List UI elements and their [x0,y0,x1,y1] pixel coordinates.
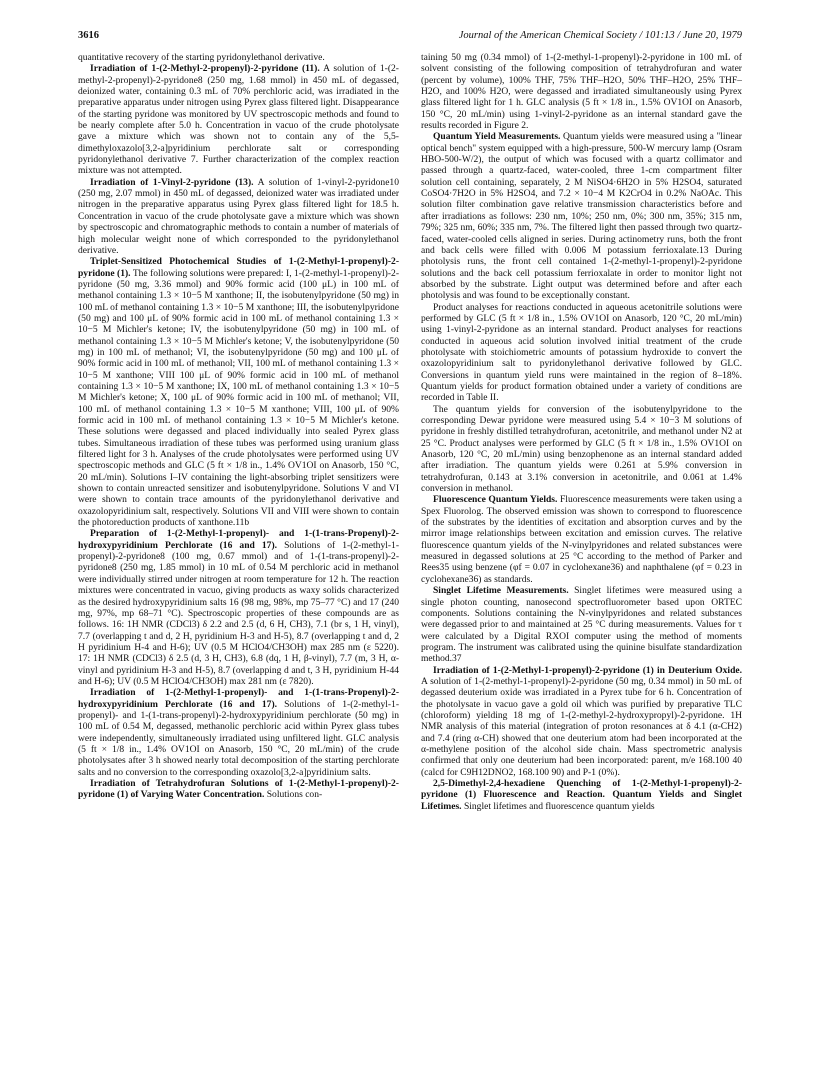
page-header [78,30,742,46]
section-heading: 2,5-Dimethyl-2,4-hexadiene Quenching of 1-(2-Methyl-1-propenyl)-2-pyridone (1) Fluorescence and Reaction. Quantum Yields and Singlet Lifetimes. [421,778,742,812]
right-column [421,52,742,1052]
section-heading: Fluorescence Quantum Yields. [433,494,558,506]
section-heading: Singlet Lifetime Measurements. [433,585,569,597]
page-number: 3616 [78,30,99,41]
section-heading: Quantum Yield Measurements. [433,131,561,143]
paragraph: quantitative recovery of the starting pyridonylethanol derivative. [78,52,325,63]
section-heading: Irradiation of 1-(2-Methyl-1-propenyl)- and 1-(1-trans-Propenyl)-2-hydroxypyridinium Perchlorate (16 and 17). [78,687,399,710]
paragraph: Irradiation of Tetrahydrofuran Solutions of 1-(2-Methyl-1-propenyl)-2-pyridone (1) of Varying Water Concentration. Solutions con- [78,778,399,801]
paragraph: Fluorescence Quantum Yields. Fluorescence measurements were taken using a Spex Fluorolog. The observed emission was shown to correspond to fluorescence of the substrates by the identities of excitation and absorption curves and by the mirror image relationships between excitation and emission curves. The relative fluorescence quantum yields of the N-vinylpyridones and related substances were measured in degassed solutions at 25 °C according to the method of Parker and Rees35 using benzene (φf = 0.07 in cyclohexane36) and naphthalene (φf = 0.23 in cyclohexane36) as standards. [421,494,742,585]
paragraph: Quantum Yield Measurements. Quantum yields were measured using a "linear optical bench" system equipped with a high-pressure, 500-W mercury lamp (Osram HBO-500-W/2), the output of which was focused with a quartz collimator and passed through a quartz-faced, water-cooled, three 1-cm compartment filter solution cell containing, separately, 2 M NiSO4·6H2O in 5% H2SO4, saturated CoSO4·7H2O in 5% H2SO4, and 7.2 × 10−4 M K2CrO4 in 0.2% NaOAc. This solution filter combination gave relative transmission characteristics before and after irradiations as follows: 230 nm, 10%; 250 nm, 0%; 300 nm, 35%; 315 nm, 79%; 325 nm, 60%; 335 nm, 7%. The filtered light then passed through two quartz-faced, water-cooled cells aligned in series. During actinometry runs, both the front and back cells were filled with 0.006 M potassium ferrioxalate.13 During photolysis runs, the front cell contained 1-(2-methyl-1-propenyl)-2-pyridone solutions and the back cell potassium ferrioxalate in order to monitor light not absorbed by the substrate. Light output was determined before and after each photolysis and was found to be exceptionally constant. [421,131,742,302]
left-column [78,52,399,1052]
paragraph: Preparation of 1-(2-Methyl-1-propenyl)- and 1-(1-trans-Propenyl)-2-hydroxypyridinium Perchlorate (16 and 17). Solutions of 1-(2-methyl-1-propenyl)-2-pyridone8 (100 mg, 0.67 mmol) and of 1-(1-trans-propenyl)-2-pyridone8 (250 mg, 1.85 mmol) in 10 mL of 0.54 M perchloric acid in methanol were individually stirred under nitrogen at room temperature for 12 h. The reaction mixtures were concentrated in vacuo, giving products as waxy solids characterized as the desired hydroxypyridinium salts 16 (98 mg, 98%, mp 75–77 °C) and 17 (240 mg, 97%, mp 68–71 °C). Spectroscopic properties of these compounds are as follows. 16: 1H NMR (CDCl3) δ 2.2 and 2.5 (d, 6 H, CH3), 7.1 (br s, 1 H, vinyl), 7.7 (overlapping t and d, 2 H, pyridinium H-3 and H-5), 8.7 (overlapping t and d, 2 H pyridinium H-4 and H-6); UV (0.5 M HClO4/CH3OH) max 285 nm (ε 5220). 17: 1H NMR (CDCl3) δ 2.5 (d, 3 H, CH3), 6.8 (dq, 1 H, β-vinyl), 7.7 (m, 3 H, α-vinyl and pyridinium H-3 and H-5), 8.7 (overlapping d and t, 3 H, pyridinium H-44 and H-6); UV (0.5 M HClO4/CH3OH) max 281 nm (ε 7820). [78,528,399,687]
paragraph: Irradiation of 1-(2-Methyl-2-propenyl)-2-pyridone (11). A solution of 1-(2-methyl-2-propenyl)-2-pyridone8 (250 mg, 1.68 mmol) in 450 mL of degassed, deionized water, containing 0.3 mL of 70% perchloric acid, was irradiated in the preparative apparatus under nitrogen using Pyrex glass filtered light. Disappearance of the starting pyridone was monitored by UV spectroscopic methods and found to be nearly complete after 5.0 h. Concentration in vacuo of the crude photolysate gave a mixture which was shown not to contain any of the 5,5-dimethyloxazolo[3,2-a]pyridinium perchlorate salt or corresponding pyridonylethanol derivative 7. Further characterization of the complex reaction mixture was not attempted. [78,63,399,177]
section-heading: Preparation of 1-(2-Methyl-1-propenyl)- and 1-(1-trans-Propenyl)-2-hydroxypyridinium Perchlorate (16 and 17). [78,528,399,551]
section-heading: Irradiation of Tetrahydrofuran Solutions of 1-(2-Methyl-1-propenyl)-2-pyridone (1) of Varying Water Concentration. [78,778,399,801]
section-heading: Triplet-Sensitized Photochemical Studies of 1-(2-Methyl-1-propenyl)-2-pyridone (1). [78,256,399,279]
section-heading: Irradiation of 1-(2-Methyl-1-propenyl)-2-pyridone (1) in Deuterium Oxide. [433,664,742,676]
paragraph: Triplet-Sensitized Photochemical Studies of 1-(2-Methyl-1-propenyl)-2-pyridone (1). The following solutions were prepared: I, 1-(2-methyl-1-propenyl)-2-pyridone (50 mg, 3.36 mmol) and 90% formic acid (100 μL) in 100 mL of methanol containing 1.3 × 10−5 M xanthone; II, the isobutenylpyridone (50 mg) in 100 mL of methanol containing 1.3 × 10−5 M xanthone; III, the isobutenylpyridone (50 mg) and 100 μL of 90% formic acid in 100 mL of methanol containing 1.3 × 10−5 M Michler's ketone; IV, the isobutenylpyridone (50 mg) in 100 mL of methanol containing 1.3 × 10−5 M Michler's ketone; V, the isobutenylpyridone (50 mg) in 100 mL of methanol; VI, the isobutenylpyridone (50 mg) and 100 μL of 90% formic acid in 100 mL of methanol; VII, 100 mL of methanol containing 1.3 × 10−5 M xanthone; VIII 100 μL of 90% formic acid in 100 mL of methanol containing 1.3 × 10−5 M xanthone; IX, 100 mL of methanol containing 1.3 × 10−5 M Michler's ketone; X, 100 μL of 90% formic acid in 100 mL of methanol; VII, 100 mL of methanol containing 1.3 × 10−5 M xanthone; VIII, 100 μL of 90% formic acid in 100 mL of methanol containing 1.3 × 10−5 M Michler's ketone. These solutions were degassed and placed individually into sealed Pyrex glass tubes. Simultaneous irradiation of these tubes was performed using uranium glass filtered light for 3 h. Analyses of the crude photolysates were performed using UV spectroscopic methods and GLC (5 ft × 1/8 in., 1.4% OV1OI on Anasorb, 150 °C, 20 mL/min). Solutions I–IV containing the light-absorbing triplet sensitizers were shown to contain unreacted sensitizer and isobutenylpyridone. Solutions V and VI were shown to contain trace amounts of the pyridonylethanol derivative and oxazolopyridinium salt, respectively. Solutions VII and VIII were shown to contain the photoreduction products of xanthone.11b [78,256,399,529]
paragraph: taining 50 mg (0.34 mmol) of 1-(2-methyl-1-propenyl)-2-pyridone in 100 mL of solvent consisting of the following composition of tetrahydrofuran and water (percent by volume), 100% THF, 75% THF–H2O, 50% THF–H2O, 25% THF–H2O, and 100% H2O, were degassed and irradiated simultaneously using Pyrex glass filtered light for 1 h. GLC analysis (5 ft × 1/8 in., 1.5% OV1OI on Anasorb, 150 °C, 20 mL/min) using 1-vinyl-2-pyridone as an internal standard gave the results recorded in Figure 2. [421,52,742,132]
paragraph: Irradiation of 1-Vinyl-2-pyridone (13). A solution of 1-vinyl-2-pyridone10 (250 mg, 2.07 mmol) in 450 mL of degassed, deionized water was irradiated under nitrogen in the preparative apparatus using Pyrex glass filtered light for 18.5 h. Concentration in vacuo of the crude photolysate gave a mixture which was shown by spectroscopic and chromatographic methods to contain a number of materials of high molecular weight none of which corresponded to the pyridonylethanol derivative. [78,176,399,256]
section-heading: Irradiation of 1-(2-Methyl-2-propenyl)-2-pyridone (11). [90,63,320,75]
paragraph: 2,5-Dimethyl-2,4-hexadiene Quenching of 1-(2-Methyl-1-propenyl)-2-pyridone (1) Fluorescence and Reaction. Quantum Yields and Singlet Lifetimes. Singlet lifetimes and fluorescence quantum yields [421,778,742,812]
paragraph: The quantum yields for conversion of the isobutenylpyridone to the corresponding Dewar pyridone were measured using 5.4 × 10−3 M solutions of pyridone in freshly distilled tetrahydrofuran, acetonitrile, and methanol under N2 at 25 °C. Product analyses were performed by GLC (5 ft × 1/8 in., 1.5% OV1OI on Anasorb, 120 °C, 20 mL/min) using benzophenone as an internal standard added after irradiation. The quantum yields were 0.261 at 5.9% conversion in tetrahydrofuran, 0.143 at 3.1% conversion in acetonitrile, and 0.061 at 1.4% conversion in methanol. [421,403,742,495]
paragraph: Irradiation of 1-(2-Methyl-1-propenyl)-2-pyridone (1) in Deuterium Oxide. A solution of 1-(2-methyl-1-propenyl)-2-pyridone (50 mg, 0.34 mmol) in 50 mL of degassed deuterium oxide was irradiated in a Pyrex tube for 6 h. Concentration of the photolysate in vacuo gave a gold oil which was purified by preparative TLC (chloroform) yielding 18 mg of 1-(2-methyl-2-hydroxypropyl)-2-pyridone. 1H NMR analysis of this material (integration of proton resonances at δ 4.1 (α-CH2) and 7.4 (ring α-CH) showed that one deuterium atom had been incorporated at the α-methylene position of the alcohol side chain. Mass spectrometric analysis confirmed that only one deuterium had been incorporated: parent, m/e 168.100 40 (calcd for C9H12DNO2, 168.100 90) and P-1 (0%). [421,664,742,778]
section-heading: Irradiation of 1-Vinyl-2-pyridone (13). [90,176,254,188]
journal-citation: Journal of the American Chemical Society / 101:13 / June 20, 1979 [458,30,742,41]
paragraph: Product analyses for reactions conducted in aqueous acetonitrile solutions were performed by GLC (5 ft × 1/8 in., 1.5% OV1OI on Anasorb, 120 °C, 20 mL/min) using 1-vinyl-2-pyridone as an internal standard. Product analyses for reactions conducted in aqueous acid solution involved initial treatment of the crude photolysate with stoichiometric amounts of potassium hydroxide to convert the oxazolopyridinium salt to pyridonylethanol derivative followed by GLC. Conversions in quantum yield runs were maintained in the region of 8–18%. Quantum yields for product formation obtained under a variety of conditions are recorded in Table II. [421,301,742,404]
paragraph: Irradiation of 1-(2-Methyl-1-propenyl)- and 1-(1-trans-Propenyl)-2-hydroxypyridinium Perchlorate (16 and 17). Solutions of 1-(2-methyl-1-propenyl)- and 1-(1-trans-propenyl)-2-hydroxypyridinium perchlorate (50 mg) in 100 mL of 0.54 M, degassed, methanolic perchloric acid within Pyrex glass tubes were independently, simultaneously irradiated using unfiltered light. GLC analysis (5 ft × 1/8 in., 1.4% OV1OI on Anasorb, 150 °C, 20 mL/min) of the crude photolysates after 3 h showed nearly total decomposition of the starting perchlorate salts and no conversion to the corresponding oxazolo[3,2-a]pyridinium salts. [78,687,399,778]
paragraph: Singlet Lifetime Measurements. Singlet lifetimes were measured using a single photon counting, nanosecond spectrofluorometer based upon ORTEC components. Solutions containing the N-vinylpyridones and related substances were degassed prior to and maintained at 25 °C during measurements. Values for τ were calculated by a Digital RXOI computer using the method of moments program. The instrument was calibrated using the quinine bisulfate standardization method.37 [421,585,742,665]
